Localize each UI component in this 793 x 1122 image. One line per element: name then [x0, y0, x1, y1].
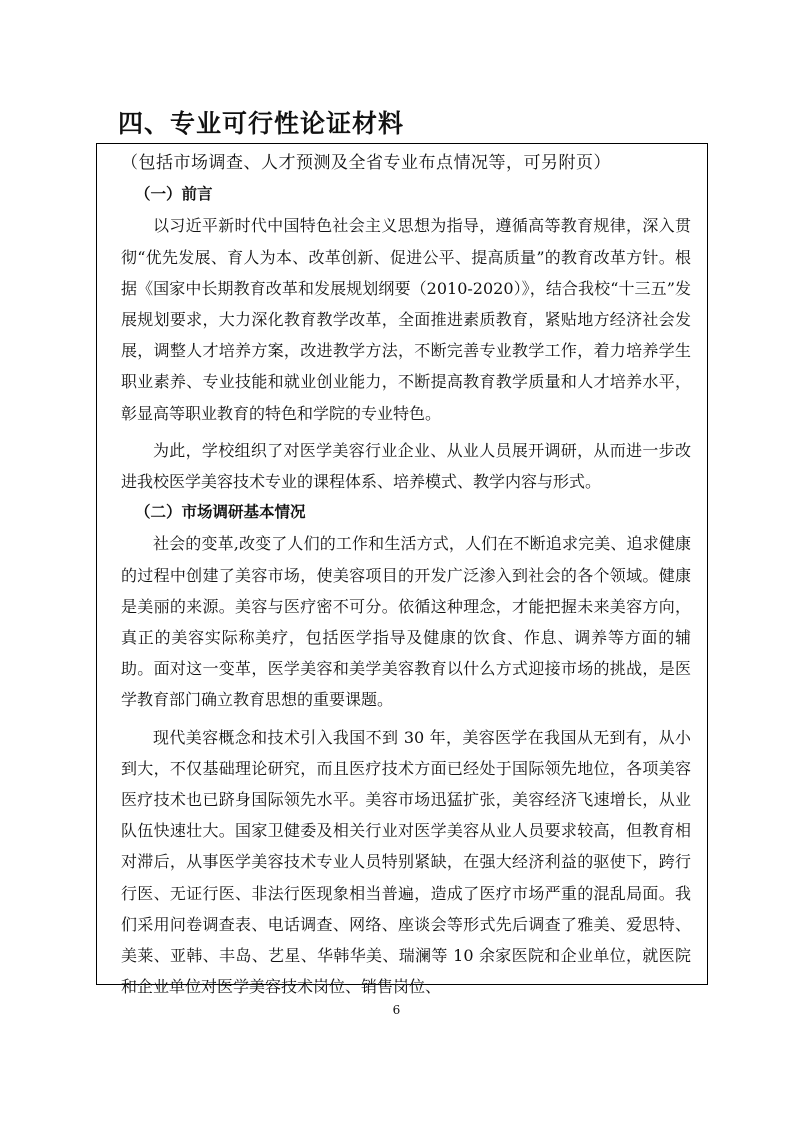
section-title-market-research: （二）市场调研基本情况 [135, 503, 306, 522]
section-title-preface: （一）前言 [135, 185, 213, 204]
document-body [121, 148, 691, 1002]
market-paragraph-1: 社会的变革,改变了人们的工作和生活方式，人们在不断追求完美、追求健康的过程中创建了美容市场，使美容项目的开发广泛渗入到社会的各个领域。健康是美丽的来源。美容与医疗密不可分。依循这种理念，才能把握未来美容方向，真正的美容实际称美疗，包括医学指导及健康的饮食、作息、调养等方面的辅助。面对这一变革，医学美容和美学美容教育以什么方式迎接市场的挑战，是医学教育部门确立教育思想的重要课题。 [121, 534, 691, 710]
section-heading: 四、专业可行性论证材料 [118, 109, 405, 138]
page-number: 6 [392, 1003, 401, 1017]
preface-paragraph-1: 以习近平新时代中国特色社会主义思想为指导，遵循高等教育规律，深入贯彻“优先发展、育人为本、改革创新、促进公平、提高质量”的教育改革方针。根据《国家中长期教育改革和发展规划纲要（2010-2020）》，结合我校“十三五”发展规划要求，大力深化教育教学改革，全面推进素质教育，紧贴地方经济社会发展，调整人才培养方案，改进教学方法，不断完善专业教学工作，着力培养学生职业素养、专业技能和就业创业能力，不断提高教育教学质量和人才培养水平，彰显高等职业教育的特色和学院的专业特色。 [121, 216, 691, 423]
preface-paragraph-2: 为此，学校组织了对医学美容行业企业、从业人员展开调研，从而进一步改进我校医学美容技术专业的课程体系、培养模式、教学内容与形式。 [121, 440, 691, 492]
instruction-note: （包括市场调查、人才预测及全省专业布点情况等，可另附页） [121, 153, 611, 173]
market-paragraph-2: 现代美容概念和技术引入我国不到 30 年，美容医学在我国从无到有，从小到大，不仅基础理论研究，而且医疗技术方面已经处于国际领先地位，各项美容医疗技术也已跻身国际领先水平。美容市场迅猛扩张，美容经济飞速增长，从业队伍快速壮大。国家卫健委及相关行业对医学美容从业人员要求较高，但教育相对滞后，从事医学美容技术专业人员特别紧缺，在强大经济利益的驱使下，跨行行医、无证行医、非法行医现象相当普遍，造成了医疗市场严重的混乱局面。我们采用问卷调查表、电话调查、网络、座谈会等形式先后调查了雅美、爱思特、美莱、亚韩、丰岛、艺星、华韩华美、瑞澜等 10 余家医院和企业单位，就医院和企业单位对医学美容技术岗位、销售岗位、 [121, 727, 691, 997]
